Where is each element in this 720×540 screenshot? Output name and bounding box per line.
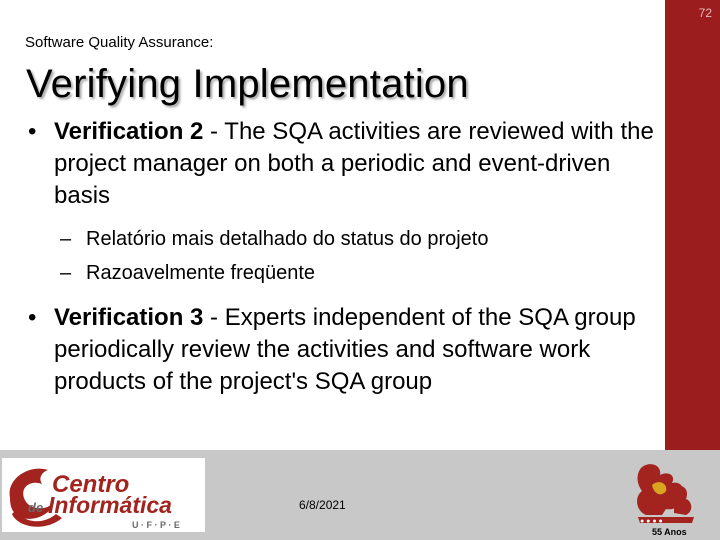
bullet-verification-2: [28, 116, 658, 212]
slide-title: Verifying Implementation: [26, 62, 469, 106]
centro-de-informatica-logo-graphic: [2, 458, 205, 532]
svg-text:● ● ● ●: ● ● ● ●: [640, 518, 663, 525]
sub-bullet: [28, 226, 658, 252]
bullet-text: - The SQA activities are reviewed with the project manager on both a periodic and event-driven basis: [54, 118, 654, 209]
logo-line-1: Centro: [52, 471, 130, 498]
sub-bullet-text: Relatório mais detalhado do status do projeto: [86, 228, 489, 250]
crest-caption: 55 Anos: [652, 527, 687, 537]
sub-bullet-marker: –: [60, 228, 72, 250]
slide-kicker: Software Quality Assurance:: [25, 34, 214, 51]
footer-date: 6/8/2021: [299, 498, 346, 512]
slide-number: 72: [698, 6, 712, 20]
side-accent-bar: [665, 0, 720, 450]
bullet-text: - Experts independent of the SQA group periodically review the activities and software work products of the project's SQA group: [54, 304, 636, 395]
logo-line-2-prefix: de: [28, 500, 44, 515]
bullet-heading: Verification 3: [54, 304, 204, 331]
ufpe-crest-graphic: [622, 457, 710, 537]
sub-bullet-marker: –: [60, 262, 72, 284]
bullet-marker: •: [28, 118, 37, 145]
ufpe-crest-logo: [622, 457, 710, 537]
logo-line-2: Informática: [48, 492, 172, 518]
slide-content: [28, 116, 658, 398]
logo-line-3: U · F · P · E: [132, 520, 180, 530]
sub-bullet: [28, 260, 658, 286]
bullet-verification-3: [28, 302, 658, 398]
bullet-marker: •: [28, 304, 37, 331]
centro-de-informatica-logo: [2, 458, 205, 532]
sub-bullet-text: Razoavelmente freqüente: [86, 262, 316, 284]
bullet-heading: Verification 2: [54, 118, 204, 145]
